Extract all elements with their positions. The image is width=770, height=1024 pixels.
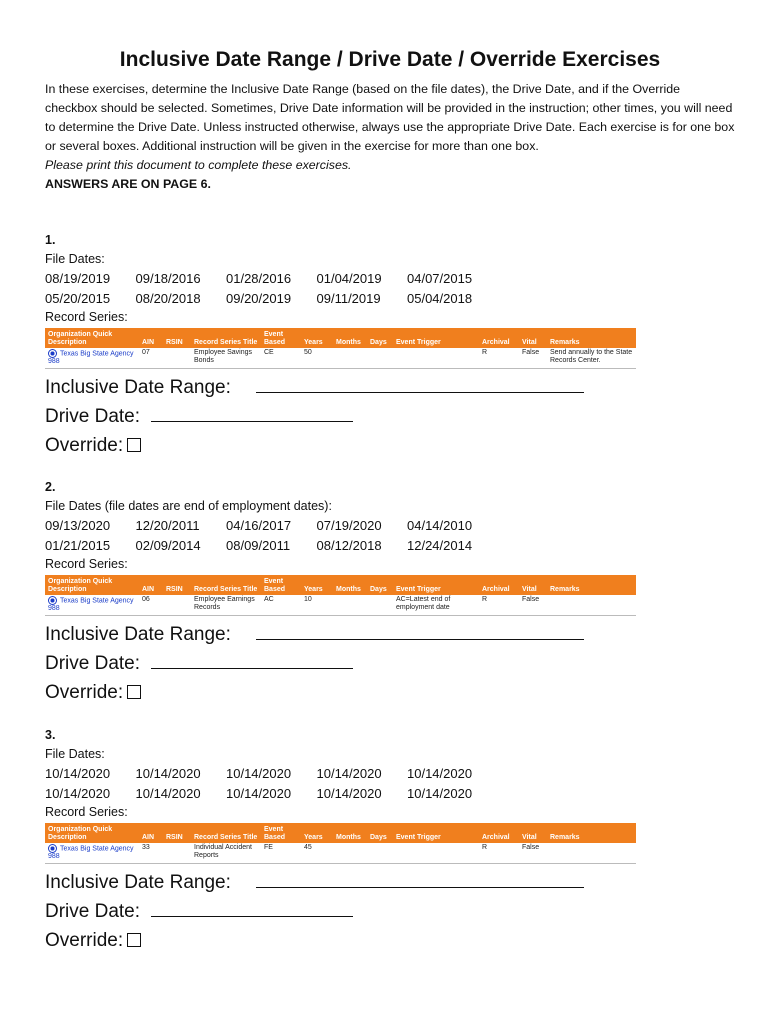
org-name: Texas Big State Agency 988 — [48, 350, 134, 366]
column-header: Event Based — [261, 823, 301, 843]
override-checkbox[interactable] — [127, 685, 141, 699]
table-cell — [547, 843, 636, 864]
inclusive-date-range-line — [45, 868, 735, 897]
print-instruction: Please print this document to complete these exercises. — [45, 158, 352, 172]
table-cell — [393, 348, 479, 369]
radio-selected-icon[interactable] — [48, 844, 57, 853]
column-header: Organization Quick Description — [45, 328, 139, 348]
org-cell[interactable] — [45, 595, 139, 616]
table-cell: 06 — [139, 595, 163, 616]
table-cell: R — [479, 595, 519, 616]
drive-date-label: Drive Date: — [45, 653, 141, 674]
override-checkbox[interactable] — [127, 438, 141, 452]
override-line — [45, 431, 735, 460]
column-header: Years — [301, 328, 333, 348]
exercise-number: 1. — [45, 233, 56, 247]
column-header: Event Trigger — [393, 575, 479, 595]
drive-date-blank[interactable] — [151, 897, 353, 917]
table-cell — [333, 595, 367, 616]
column-header: Event Trigger — [393, 823, 479, 843]
column-header: RSIN — [163, 328, 191, 348]
page-title: Inclusive Date Range / Drive Date / Override Exercises — [119, 48, 661, 71]
drive-date-blank[interactable] — [151, 649, 353, 669]
column-header: Vital — [519, 575, 547, 595]
file-date: 10/14/2020 — [226, 766, 292, 781]
inclusive-date-range-label: Inclusive Date Range: — [45, 872, 231, 893]
column-header: Organization Quick Description — [45, 575, 139, 595]
file-date: 12/24/2014 — [407, 537, 473, 553]
exercise-number: 3. — [45, 728, 56, 742]
table-cell — [367, 843, 393, 864]
file-date: 04/14/2010 — [407, 518, 473, 533]
file-date: 01/04/2019 — [316, 271, 382, 286]
table-cell — [393, 843, 479, 864]
table-cell: CE — [261, 348, 301, 369]
column-header: Days — [367, 823, 393, 843]
table-cell — [163, 348, 191, 369]
org-name: Texas Big State Agency 988 — [48, 845, 134, 861]
column-header: Remarks — [547, 823, 636, 843]
file-date: 01/21/2015 — [45, 537, 111, 553]
file-date: 10/14/2020 — [407, 785, 473, 801]
file-date: 08/19/2019 — [45, 271, 111, 286]
exercise-1 — [45, 231, 735, 460]
drive-date-label: Drive Date: — [45, 901, 141, 922]
table-header-row — [45, 575, 636, 595]
column-header: Event Trigger — [393, 328, 479, 348]
table-row — [45, 348, 636, 369]
table-cell — [547, 595, 636, 616]
table-cell: R — [479, 348, 519, 369]
file-date: 08/12/2018 — [316, 537, 382, 553]
drive-date-blank[interactable] — [151, 402, 353, 422]
intro — [45, 80, 735, 194]
table-cell: R — [479, 843, 519, 864]
file-date: 10/14/2020 — [45, 785, 111, 801]
file-dates-row — [45, 516, 735, 536]
file-date: 10/14/2020 — [135, 785, 201, 801]
column-header: Months — [333, 575, 367, 595]
table-cell: AC — [261, 595, 301, 616]
column-header: Archival — [479, 328, 519, 348]
table-cell: Send annually to the State Records Center. — [547, 348, 636, 369]
column-header: Record Series Title — [191, 823, 261, 843]
file-dates-label: File Dates: — [45, 747, 105, 761]
drive-date-label: Drive Date: — [45, 406, 141, 427]
exercise-2 — [45, 478, 735, 707]
column-header: Months — [333, 823, 367, 843]
column-header: Archival — [479, 575, 519, 595]
table-cell: False — [519, 595, 547, 616]
file-dates — [45, 764, 735, 803]
inclusive-date-range-blank[interactable] — [256, 620, 584, 640]
table-cell: Employee Savings Bonds — [191, 348, 261, 369]
column-header: Days — [367, 328, 393, 348]
table-header-row — [45, 823, 636, 843]
org-cell[interactable] — [45, 843, 139, 864]
column-header: AIN — [139, 328, 163, 348]
column-header: RSIN — [163, 823, 191, 843]
column-header: Event Based — [261, 575, 301, 595]
file-dates-row — [45, 289, 735, 309]
column-header: Years — [301, 823, 333, 843]
file-date: 04/16/2017 — [226, 518, 292, 533]
table-header-row — [45, 328, 636, 348]
radio-selected-icon[interactable] — [48, 596, 57, 605]
file-date: 10/14/2020 — [135, 766, 201, 781]
file-date: 05/04/2018 — [407, 290, 473, 306]
file-date: 08/09/2011 — [226, 537, 291, 553]
inclusive-date-range-blank[interactable] — [256, 868, 584, 888]
override-label: Override: — [45, 682, 124, 703]
table-cell — [367, 348, 393, 369]
column-header: Vital — [519, 823, 547, 843]
file-date: 09/13/2020 — [45, 518, 111, 533]
file-date: 07/19/2020 — [316, 518, 382, 533]
file-date: 10/14/2020 — [226, 785, 292, 801]
override-line — [45, 678, 735, 707]
column-header: Vital — [519, 328, 547, 348]
column-header: Record Series Title — [191, 328, 261, 348]
table-cell — [163, 843, 191, 864]
table-row — [45, 843, 636, 864]
file-date: 12/20/2011 — [135, 518, 200, 533]
override-label: Override: — [45, 435, 124, 456]
file-date: 09/18/2016 — [135, 271, 201, 286]
column-header: Days — [367, 575, 393, 595]
table-cell — [367, 595, 393, 616]
file-date: 10/14/2020 — [316, 785, 382, 801]
inclusive-date-range-line — [45, 620, 735, 649]
column-header: Remarks — [547, 575, 636, 595]
inclusive-date-range-label: Inclusive Date Range: — [45, 377, 231, 398]
file-date: 10/14/2020 — [407, 766, 473, 781]
intro-paragraph: In these exercises, determine the Inclusive Date Range (based on the file dates), the Drive Date, and if the Override checkbox should be selected. Sometimes, Drive Date information will be provided in the instruction; other times, you will need to determine the Drive Date. Unless instructed otherwise, always use the appropriate Drive Date. Each exercise is for one box or several boxes. Additional instruction will be given in the exercise for more than one box. — [45, 82, 735, 153]
record-series-table — [45, 823, 636, 864]
file-date: 08/20/2018 — [135, 290, 201, 306]
file-date: 10/14/2020 — [45, 766, 111, 781]
file-dates — [45, 516, 735, 555]
file-dates-row — [45, 784, 735, 804]
table-cell: 45 — [301, 843, 333, 864]
table-cell — [333, 348, 367, 369]
table-cell — [163, 595, 191, 616]
drive-date-line — [45, 402, 735, 431]
column-header: Event Based — [261, 328, 301, 348]
record-series-label: Record Series: — [45, 557, 128, 571]
inclusive-date-range-blank[interactable] — [256, 373, 584, 393]
table-cell: Individual Accident Reports — [191, 843, 261, 864]
inclusive-date-range-line — [45, 373, 735, 402]
table-cell: AC=Latest end of employment date — [393, 595, 479, 616]
table-cell: FE — [261, 843, 301, 864]
column-header: Record Series Title — [191, 575, 261, 595]
table-cell: 07 — [139, 348, 163, 369]
file-date: 02/09/2014 — [135, 537, 201, 553]
column-header: Archival — [479, 823, 519, 843]
table-cell: 50 — [301, 348, 333, 369]
file-dates-row — [45, 269, 735, 289]
table-cell: Employee Earnings Records — [191, 595, 261, 616]
org-name: Texas Big State Agency 988 — [48, 597, 134, 613]
file-dates-label: File Dates (file dates are end of employment dates): — [45, 499, 332, 513]
record-series-table — [45, 328, 636, 369]
column-header: Months — [333, 328, 367, 348]
table-cell: 10 — [301, 595, 333, 616]
org-cell[interactable] — [45, 348, 139, 369]
file-dates-row — [45, 536, 735, 556]
column-header: AIN — [139, 823, 163, 843]
record-series-table — [45, 575, 636, 616]
record-series-label: Record Series: — [45, 805, 128, 819]
file-date: 04/07/2015 — [407, 271, 473, 286]
drive-date-line — [45, 649, 735, 678]
override-checkbox[interactable] — [127, 933, 141, 947]
exercise-number: 2. — [45, 480, 56, 494]
table-cell: 33 — [139, 843, 163, 864]
column-header: Remarks — [547, 328, 636, 348]
column-header: Years — [301, 575, 333, 595]
file-date: 09/20/2019 — [226, 290, 292, 306]
record-series-label: Record Series: — [45, 310, 128, 324]
file-date: 10/14/2020 — [316, 766, 382, 781]
table-cell — [333, 843, 367, 864]
override-line — [45, 926, 735, 955]
file-date: 09/11/2019 — [316, 290, 381, 306]
column-header: RSIN — [163, 575, 191, 595]
file-date: 01/28/2016 — [226, 271, 292, 286]
table-cell: False — [519, 843, 547, 864]
table-row — [45, 595, 636, 616]
file-dates — [45, 269, 735, 308]
file-dates-label: File Dates: — [45, 252, 105, 266]
override-label: Override: — [45, 930, 124, 951]
exercise-3 — [45, 726, 735, 955]
answers-note: ANSWERS ARE ON PAGE 6. — [45, 177, 211, 191]
radio-selected-icon[interactable] — [48, 349, 57, 358]
column-header: Organization Quick Description — [45, 823, 139, 843]
file-date: 05/20/2015 — [45, 290, 111, 306]
table-cell: False — [519, 348, 547, 369]
file-dates-row — [45, 764, 735, 784]
document-page — [45, 48, 735, 951]
drive-date-line — [45, 897, 735, 926]
inclusive-date-range-label: Inclusive Date Range: — [45, 624, 231, 645]
column-header: AIN — [139, 575, 163, 595]
